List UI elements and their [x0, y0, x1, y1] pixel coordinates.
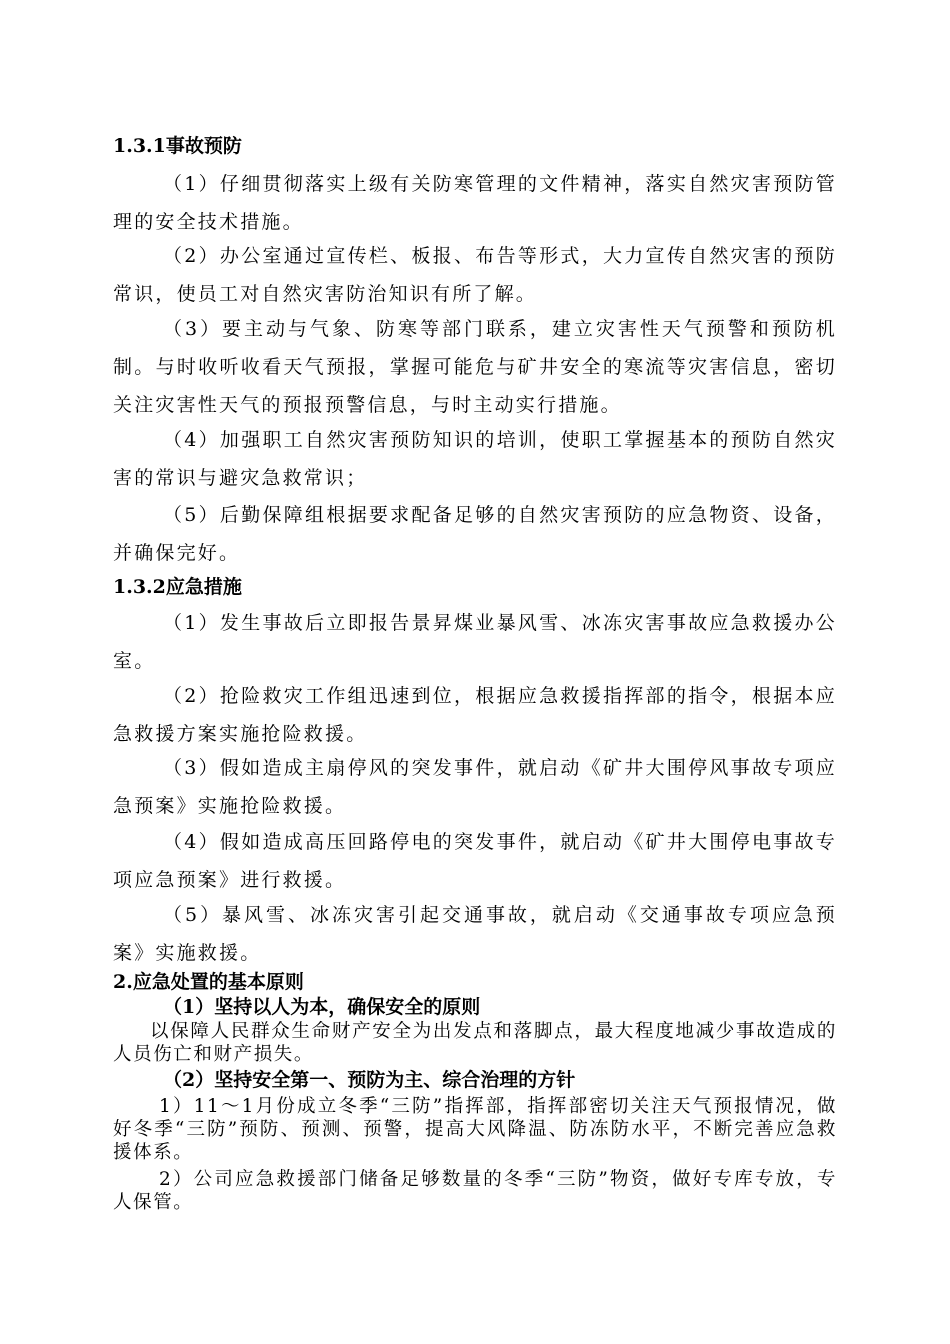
paragraph-1-3-1-item-1: （1）仔细贯彻落实上级有关防寒管理的文件精神，落实自然灾害预防管理的安全技术措施。 [113, 173, 837, 233]
section-heading-1-3-2: 1.3.2应急措施 [113, 576, 242, 598]
principle-1-text: 以保障人民群众生命财产安全为出发点和落脚点，最大程度地减少事故造成的人员伤亡和财产损失。 [113, 1021, 837, 1065]
paragraph-1-3-2-item-4: （4）假如造成高压回路停电的突发事件，就启动《矿井大围停电事故专项应急预案》进行救援。 [113, 831, 837, 891]
principle-2-item-1: 1）11～1月份成立冬季“三防”指挥部，指挥部密切关注天气预报情况，做好冬季“三防”预防、预测、预警，提高大风降温、防冻防水平，不断完善应急救援体系。 [113, 1096, 837, 1163]
section-heading-1-3-1: 1.3.1事故预防 [113, 135, 242, 157]
principle-2-title: （2）坚持安全第一、预防为主、综合治理的方针 [163, 1069, 576, 1091]
paragraph-1-3-2-item-3: （3）假如造成主扇停风的突发事件，就启动《矿井大围停风事故专项应急预案》实施抢险救援。 [113, 757, 837, 817]
section-heading-2: 2.应急处置的基本原则 [113, 971, 304, 993]
paragraph-1-3-2-item-5: （5）暴风雪、冰冻灾害引起交通事故，就启动《交通事故专项应急预案》实施救援。 [113, 904, 837, 964]
paragraph-1-3-1-item-2: （2）办公室通过宣传栏、板报、布告等形式，大力宣传自然灾害的预防常识，使员工对自然灾害防治知识有所了解。 [113, 245, 837, 305]
paragraph-1-3-1-item-5: （5）后勤保障组根据要求配备足够的自然灾害预防的应急物资、设备，并确保完好。 [113, 504, 837, 564]
paragraph-1-3-1-item-4: （4）加强职工自然灾害预防知识的培训，使职工掌握基本的预防自然灾害的常识与避灾急救常识； [113, 429, 837, 489]
paragraph-1-3-1-item-3: （3）要主动与气象、防寒等部门联系，建立灾害性天气预警和预防机制。与时收听收看天气预报，掌握可能危与矿井安全的寒流等灾害信息，密切关注灾害性天气的预报预警信息，与时主动实行措施。 [113, 318, 837, 416]
paragraph-1-3-2-item-2: （2）抢险救灾工作组迅速到位，根据应急救援指挥部的指令，根据本应急救援方案实施抢险救援。 [113, 685, 837, 745]
principle-2-item-2: 2）公司应急救援部门储备足够数量的冬季“三防”物资，做好专库专放，专人保管。 [113, 1169, 837, 1213]
principle-1-title: （1）坚持以人为本，确保安全的原则 [163, 996, 481, 1018]
paragraph-1-3-2-item-1: （1）发生事故后立即报告景昇煤业暴风雪、冰冻灾害事故应急救援办公室。 [113, 612, 837, 672]
